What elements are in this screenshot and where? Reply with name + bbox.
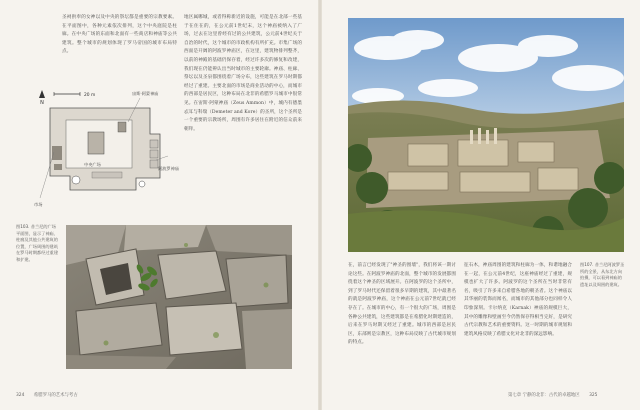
site-plan-diagram [32,86,182,216]
right-caption [580,262,626,322]
label-top: 宙斯·阿蒙神庙 [132,91,159,96]
paragraph: 在，前言已经发现了"神圣的围墙"，我们将该一期讨论这些。在阿波罗神庙的北面，整个城市的发展都围绕着这个神圣的区域展开。在阿波罗的这个圣所中，到了罗马时代还保留着很多早期的建筑，其中最著名的就是阿波罗神庙，这个神庙在公元前7世纪就已经存在了。在城市的中心，有一个很大的广场，周围是各种公共建筑，这些建筑都是在希腊化时期建造的，后来在罗马时期又经过了重建。城市的西部是居民区，东部则是宗教区，这种布局反映了古代城市规划的特点。 [348,263,456,346]
right-column-b [464,262,572,374]
label-right: 阿波罗神庙 [158,166,179,171]
left-footer [16,392,78,398]
page-number: 324 [16,393,25,398]
caption-text: 图103. 昔兰尼的广场平面图，显示了神庙、柱廊及其他公共建筑的位置，广场周围的建筑在罗马时期都经过重建和扩建。 [16,224,58,262]
landscape-photo-svg [348,18,624,252]
right-footer [508,392,597,398]
paragraph: 征石木，神庙周围的建筑和柱廊为一体，和谐地融合在一起，在公元前4世纪，这座神庙经过了重建，规模也扩大了许多。阿波罗的这个圣所在当时非常有名，吸引了许多来自希腊各地的朝圣者。这个神庙以其华丽的装饰而闻名，而城市的其他部分也同样令人印象深刻。卡尔纳克（Karnak）神庙的规模巨大，其中的雕像和壁画至今仍然保存得相当完好，是研究古代宗教和艺术的重要资料。这一时期的城市规划和建筑风格反映了希腊文化对北非的深远影响。 [464,263,572,337]
gutter [318,0,322,410]
running-head: 第七章 宁静的北非：古代的卓越地区 [508,393,580,398]
left-caption [16,224,60,306]
landscape-ruins-photo [348,18,624,252]
north-label: N [40,100,44,106]
label-left: 市场 [34,202,43,207]
plan-svg [32,86,182,216]
running-head: 希腊罗马的艺术与考古 [33,393,78,398]
scale-label: 20 m [84,93,96,98]
right-column-a [348,262,456,374]
paragraph: 圣祠供奉的女神以及中央的祭坛都是重要的宗教要素。在平面图中，各种元素依次排列，这个中央庭院是柱廊。在中央广场的东面和北面有一些商店和神庙等公共建筑。整个城市的规划体现了罗马帝国的城市布局特点。 [62,15,177,55]
left-column-a-top [62,14,177,82]
caption-text: 图107. 昔兰尼阿波罗圣所的全景，从东北方向拍摄，可以看到神庙的遗址以及周围的建筑。 [580,262,625,287]
stone-photo-svg [66,225,292,369]
page-number: 325 [589,393,598,398]
label-center: 中央广场 [84,162,101,167]
paragraph: 地区属哪城，或者得称新近的设施，可能是在北部一些基于在住在的，在公元前1世纪末，这个神庙被纳入了广场，过去在这里曾经有过的公共建筑，公元前4世纪关于自治的时代，这个城市的市政机构有所扩充。市集广场的西面是开阔的阿波罗神庙区，在这里，建筑物排列整齐，以前的神殿的基础仍保存着，经过许多次的修复和改建，我们现在仍能辨认出当时城市的主要轮廓。神庙、柱廊、祭坛以及圣泉都围绕着广场分布，这些建筑在罗马时期都经过了重建。主要北面的市场是商业活动的中心，而城市的西部是居民区，这种布局在北非的希腊罗马城市中很常见。在宙斯·阿蒙神庙（Zeus Ammon）中，城内有德墨忒耳与科瑞（Demeter and Kore）的圣所，这个圣所是一个重要的宗教场所，周围有许多居住在附近的信众前来朝拜。 [184,15,302,132]
left-column-b [184,14,302,219]
stone-ruins-photo [66,225,292,369]
